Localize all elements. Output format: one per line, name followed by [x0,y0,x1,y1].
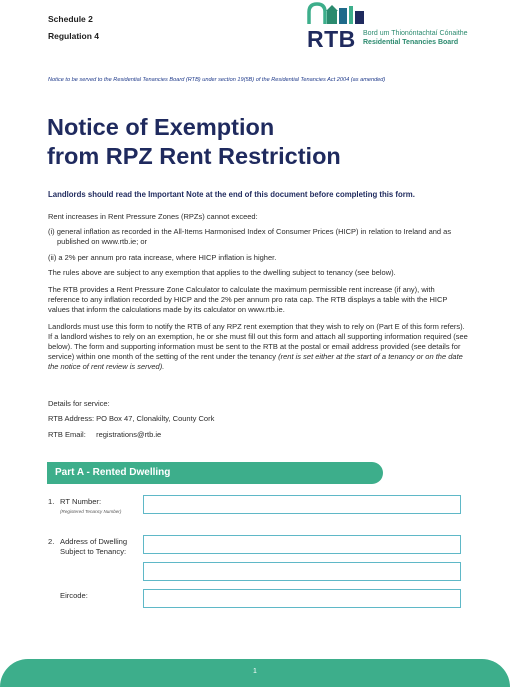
address-field-line-2[interactable] [143,562,461,581]
service-email-value: registrations@rtb.ie [96,430,162,439]
calculator-paragraph-text: The RTB provides a Rent Pressure Zone Calculator to calculate the maximum permissible rent increase (if any), with reference to any inflation recorded by HICP and the 2% per annum pro rata cap. The RTB displays a table with the HICP values that inform the calculations made by its calculator on www.rtb.ie. [48,285,448,314]
address-label [60,537,127,557]
address-label-line-1: Address of Dwelling [60,537,128,546]
item-i-text: (i) general inflation as recorded in the All-Items Harmonised Index of Consumer Prices (HICP) in relation to Ireland and as published on www.rtb.ie; or [48,227,452,246]
address-label-line-2: Subject to Tenancy: [60,547,127,556]
calculator-paragraph [48,285,468,315]
service-email-row [48,430,161,439]
schedule-label: Schedule 2 [48,14,93,24]
eircode-field[interactable] [143,589,461,608]
important-note-lead: Landlords should read the Important Note at the end of this document before completing this form. [48,190,415,199]
item-ii-text: (ii) a 2% per annum pro rata increase, where HICP inflation is higher. [48,253,277,262]
houses-logo-icon [307,2,367,24]
served-notice: Notice to be served to the Residential Tenancies Board (RTB) under section 19(5B) of the Residential Tenancies Act 2004 (as amended) [48,77,386,83]
page-footer [0,659,510,687]
logo-acronym: RTB [307,26,356,52]
service-address-label: RTB Address: [48,414,95,423]
landlords-paragraph-main: Landlords must use this form to notify the RTB of any RPZ rent exemption that they wish to rely on (Part E of this form refers). If a landlord wishes to rely on an exemption, he or she must fill out this form and attach all supporting information required (see below). The form and supporting information must be sent to the RTB at the postal or email address provided (see details for service) within one month of the setting of the rent under the tenancy [48,322,468,361]
rt-number-index: 1. [48,497,55,506]
rt-number-label: RT Number: [60,497,102,506]
eircode-label: Eircode: [60,591,88,600]
service-address-row [48,414,214,423]
rules-paragraph-text: The rules above are subject to any exemption that applies to the dwelling subject to tenancy (see below). [48,268,396,277]
intro-text [48,212,468,222]
schedule-reference [48,11,99,45]
item-ii [48,253,468,263]
regulation-label: Regulation 4 [48,31,100,41]
part-a-header [47,462,383,484]
logo-name-irish: Bord um Thionóntachtaí Cónaithe [363,30,468,37]
logo-name-english: Residential Tenancies Board [363,39,459,46]
item-i [48,227,468,247]
page-title [47,113,341,171]
rules-paragraph [48,268,468,278]
title-line-2: from RPZ Rent Restriction [47,143,341,169]
address-index: 2. [48,537,55,546]
part-a-title: Part A - Rented Dwelling [55,467,171,478]
service-email-label: RTB Email: [48,430,86,439]
rt-number-field[interactable] [143,495,461,514]
title-line-1: Notice of Exemption [47,114,275,140]
rt-number-sublabel: (Registered Tenancy Number) [60,509,122,514]
address-field-line-1[interactable] [143,535,461,554]
landlords-paragraph-italic: (rent is set either at the start of a tenancy or on the date the notice of rent review is served). [48,352,463,371]
page-number: 1 [253,668,257,675]
service-address-value: PO Box 47, Clonakilty, County Cork [96,414,215,423]
rtb-logo [307,2,482,50]
landlords-paragraph-text [48,322,468,372]
landlords-paragraph [48,322,468,372]
service-heading: Details for service: [48,399,110,408]
intro-paragraph: Rent increases in Rent Pressure Zones (RPZs) cannot exceed: [48,212,258,221]
